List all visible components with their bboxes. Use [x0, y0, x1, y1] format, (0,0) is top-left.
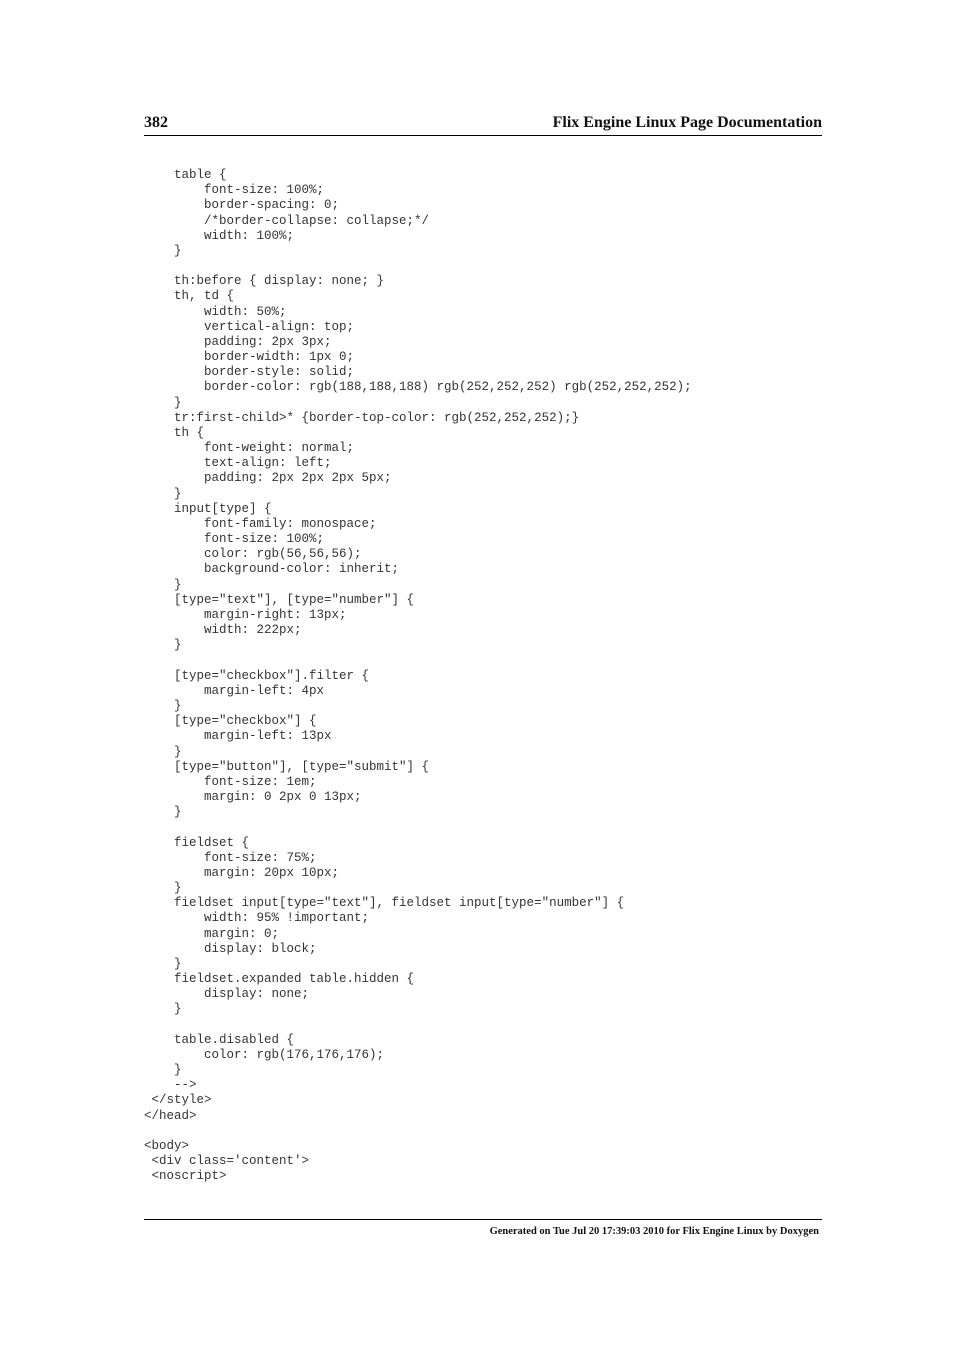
code-line: } — [144, 243, 182, 258]
code-line: <body> — [144, 1139, 190, 1153]
code-line: /*border-collapse: collapse;*/ — [144, 213, 430, 228]
code-line: } — [144, 881, 182, 896]
code-line: font-weight: normal; — [144, 441, 355, 456]
code-line — [144, 820, 824, 835]
code-line — [144, 259, 824, 274]
code-line: } — [144, 956, 182, 971]
code-line: font-family: monospace; — [144, 516, 377, 531]
code-line: } — [144, 395, 182, 410]
code-line: font-size: 75%; — [144, 850, 317, 865]
code-line: } — [144, 805, 182, 820]
code-line: display: block; — [144, 941, 317, 956]
code-line: border-color: rgb(188,188,188) rgb(252,252,252) rgb(252,252,252); — [144, 380, 692, 395]
code-line: [type="button"], [type="submit"] { — [144, 759, 430, 774]
code-line: width: 95% !important; — [144, 911, 370, 926]
code-line: background-color: inherit; — [144, 562, 400, 577]
footer-generated-note: Generated on Tue Jul 20 17:39:03 2010 for Flix Engine Linux by Doxygen — [489, 1226, 819, 1237]
code-line: } — [144, 744, 182, 759]
code-line: width: 100%; — [144, 228, 295, 243]
code-line: fieldset input[type="text"], fieldset input[type="number"] { — [144, 896, 625, 911]
code-line: } — [144, 486, 182, 501]
code-line: margin: 0; — [144, 926, 280, 941]
code-line: width: 50%; — [144, 304, 287, 319]
code-line: margin: 0 2px 0 13px; — [144, 790, 362, 805]
code-line: } — [144, 1063, 182, 1078]
code-line: margin: 20px 10px; — [144, 865, 340, 880]
code-line: --> — [144, 1078, 197, 1093]
code-line: } — [144, 638, 182, 653]
code-line: } — [144, 699, 182, 714]
code-line: [type="text"], [type="number"] { — [144, 592, 415, 607]
code-line: border-style: solid; — [144, 365, 355, 380]
code-line: font-size: 100%; — [144, 183, 325, 198]
code-line: <div class='content'> — [144, 1154, 310, 1169]
page-header — [144, 113, 822, 136]
code-line: <noscript> — [144, 1169, 227, 1184]
code-line: th:before { display: none; } — [144, 274, 385, 289]
code-line: width: 222px; — [144, 623, 302, 638]
code-line: text-align: left; — [144, 456, 332, 471]
page-number: 382 — [144, 114, 168, 131]
code-line: fieldset { — [144, 835, 250, 850]
code-line: input[type] { — [144, 501, 272, 516]
code-line: border-width: 1px 0; — [144, 350, 355, 365]
code-line: margin-left: 4px — [144, 683, 325, 698]
code-line: table.disabled { — [144, 1032, 295, 1047]
code-line: padding: 2px 3px; — [144, 334, 332, 349]
code-line: font-size: 1em; — [144, 774, 317, 789]
code-line: </head> — [144, 1108, 197, 1123]
code-line: padding: 2px 2px 2px 5px; — [144, 471, 392, 486]
code-line: [type="checkbox"].filter { — [144, 668, 370, 683]
code-line: font-size: 100%; — [144, 532, 325, 547]
code-line: color: rgb(176,176,176); — [144, 1047, 385, 1062]
code-line: } — [144, 577, 182, 592]
code-line: color: rgb(56,56,56); — [144, 547, 362, 562]
code-line: th, td { — [144, 289, 235, 304]
code-listing — [144, 168, 824, 1185]
code-line: [type="checkbox"] { — [144, 714, 317, 729]
code-line: margin-left: 13px — [144, 729, 332, 744]
code-line: margin-right: 13px; — [144, 607, 347, 622]
code-line — [144, 1018, 824, 1033]
code-line: } — [144, 1002, 182, 1017]
code-line: table { — [144, 168, 227, 182]
code-line — [144, 654, 824, 669]
page-footer — [144, 1219, 822, 1237]
running-title: Flix Engine Linux Page Documentation — [552, 114, 822, 131]
code-line: display: none; — [144, 987, 310, 1002]
code-line: vertical-align: top; — [144, 319, 355, 334]
code-line — [144, 1124, 824, 1139]
code-line: fieldset.expanded table.hidden { — [144, 972, 415, 987]
code-line: tr:first-child>* {border-top-color: rgb(252,252,252);} — [144, 410, 580, 425]
code-line: </style> — [144, 1093, 212, 1108]
code-line: th { — [144, 425, 205, 440]
code-line: border-spacing: 0; — [144, 198, 340, 213]
